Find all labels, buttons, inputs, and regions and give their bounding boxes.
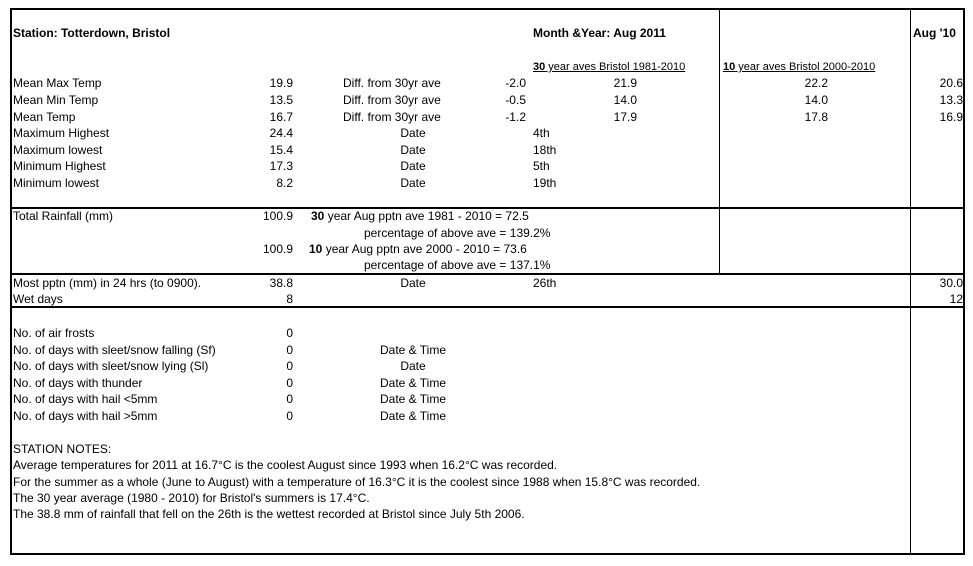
- avg10-header-text: year aves Bristol 2000-2010: [735, 61, 876, 73]
- prev-value: 16.9: [939, 110, 963, 124]
- temp-label: Mean Max Temp: [13, 76, 102, 90]
- avg30-header-text: year aves Bristol 1981-2010: [545, 61, 686, 73]
- extreme-value: 17.3: [269, 159, 293, 173]
- count-label: No. of days with hail <5mm: [13, 392, 158, 406]
- prev-year-header: Aug '10: [913, 26, 956, 40]
- temp-value: 19.9: [269, 76, 293, 90]
- count-value: 0: [286, 359, 293, 373]
- ave10-value: 14.0: [804, 93, 828, 107]
- extreme-value: 8.2: [276, 176, 293, 190]
- extreme-date: 19th: [533, 176, 557, 190]
- count-value: 0: [286, 392, 293, 406]
- rainfall-pct-2: percentage of above ave = 137.1%: [364, 258, 551, 272]
- note-line: For the summer as a whole (June to August) with a temperature of 16.3°C it is the coolest since 1988 when 15.8°C was recorded.: [13, 475, 701, 489]
- temp-value: 13.5: [269, 93, 293, 107]
- count-label: No. of days with thunder: [13, 376, 143, 390]
- count-value: 0: [286, 326, 293, 340]
- extreme-value: 15.4: [269, 143, 293, 157]
- divider-10yr-col: [719, 9, 720, 274]
- diff-value: -0.5: [505, 93, 526, 107]
- wet-days-prev: 12: [949, 292, 963, 306]
- note-line: The 38.8 mm of rainfall that fell on the 26th is the wettest recorded at Bristol since July 5th 2006.: [13, 507, 525, 521]
- extreme-date: 4th: [533, 126, 550, 140]
- rainfall-pct-1: percentage of above ave = 139.2%: [364, 226, 551, 240]
- divider-prev-col: [910, 9, 911, 554]
- note-line: The 30 year average (1980 - 2010) for Bristol's summers is 17.4°C.: [13, 491, 370, 505]
- pptn-label: Most pptn (mm) in 24 hrs (to 0900).: [13, 276, 202, 290]
- count-label: No. of days with sleet/snow lying (Sl): [13, 359, 209, 373]
- extreme-date: 5th: [533, 159, 550, 173]
- rainfall-ave10: [309, 242, 527, 256]
- count-label: No. of days with hail >5mm: [13, 409, 158, 423]
- diff-label: Diff. from 30yr ave: [343, 93, 441, 107]
- count-extra: Date & Time: [379, 392, 447, 406]
- rainfall-ave30: [311, 209, 529, 223]
- month-year: Month &Year: Aug 2011: [533, 26, 666, 40]
- ave30-value: 14.0: [613, 93, 637, 107]
- count-value: 0: [286, 409, 293, 423]
- pptn-date: 26th: [533, 276, 557, 290]
- wet-days-label: Wet days: [13, 292, 63, 306]
- extreme-date: 18th: [533, 143, 557, 157]
- ave10-value: 22.2: [804, 76, 828, 90]
- rainfall-value-2: 100.9: [262, 242, 293, 256]
- temp-value: 16.7: [269, 110, 293, 124]
- count-label: No. of days with sleet/snow falling (Sf): [13, 343, 216, 357]
- rainfall-value-1: 100.9: [262, 209, 293, 223]
- count-extra: Date: [400, 359, 426, 373]
- count-value: 0: [286, 376, 293, 390]
- temp-label: Mean Temp: [13, 110, 76, 124]
- avg30-header-number: 30: [533, 61, 546, 73]
- count-extra: Date & Time: [379, 409, 447, 423]
- temp-label: Mean Min Temp: [13, 93, 99, 107]
- wet-days-value: 8: [286, 292, 293, 306]
- divider-counts: [11, 306, 964, 308]
- extreme-label: Maximum Highest: [13, 126, 110, 140]
- divider-pptn: [11, 273, 964, 275]
- prev-value: 20.6: [939, 76, 963, 90]
- extreme-label: Maximum lowest: [13, 143, 103, 157]
- ave10-value: 17.8: [804, 110, 828, 124]
- date-label: Date: [400, 176, 426, 190]
- note-line: Average temperatures for 2011 at 16.7°C is the coolest August since 1993 when 16.2°C was recorded.: [13, 458, 558, 472]
- date-label: Date: [400, 143, 426, 157]
- notes-title: STATION NOTES:: [13, 442, 112, 456]
- rainfall-ave30-number: 30: [311, 209, 325, 223]
- pptn-prev: 30.0: [939, 276, 963, 290]
- rainfall-label: Total Rainfall (mm): [13, 209, 114, 223]
- count-label: No. of air frosts: [13, 326, 95, 340]
- rainfall-ave10-text: year Aug pptn ave 2000 - 2010 = 73.6: [322, 242, 527, 256]
- prev-value: 13.3: [939, 93, 963, 107]
- extreme-value: 24.4: [269, 126, 293, 140]
- station-title: Station: Totterdown, Bristol: [13, 26, 171, 40]
- ave30-value: 17.9: [613, 110, 637, 124]
- count-value: 0: [286, 343, 293, 357]
- count-extra: Date & Time: [379, 343, 447, 357]
- rainfall-ave30-text: year Aug pptn ave 1981 - 2010 = 72.5: [324, 209, 529, 223]
- extreme-label: Minimum lowest: [13, 176, 100, 190]
- pptn-value: 38.8: [269, 276, 293, 290]
- avg30-header: [533, 60, 685, 74]
- extreme-label: Minimum Highest: [13, 159, 106, 173]
- date-label: Date: [400, 126, 426, 140]
- pptn-date-label: Date: [400, 276, 426, 290]
- diff-label: Diff. from 30yr ave: [343, 110, 441, 124]
- ave30-value: 21.9: [613, 76, 637, 90]
- rainfall-ave10-number: 10: [309, 242, 323, 256]
- diff-value: -2.0: [505, 76, 526, 90]
- diff-value: -1.2: [505, 110, 526, 124]
- avg10-header-number: 10: [723, 61, 736, 73]
- date-label: Date: [400, 159, 426, 173]
- count-extra: Date & Time: [379, 376, 447, 390]
- avg10-header: [723, 60, 875, 74]
- diff-label: Diff. from 30yr ave: [343, 76, 441, 90]
